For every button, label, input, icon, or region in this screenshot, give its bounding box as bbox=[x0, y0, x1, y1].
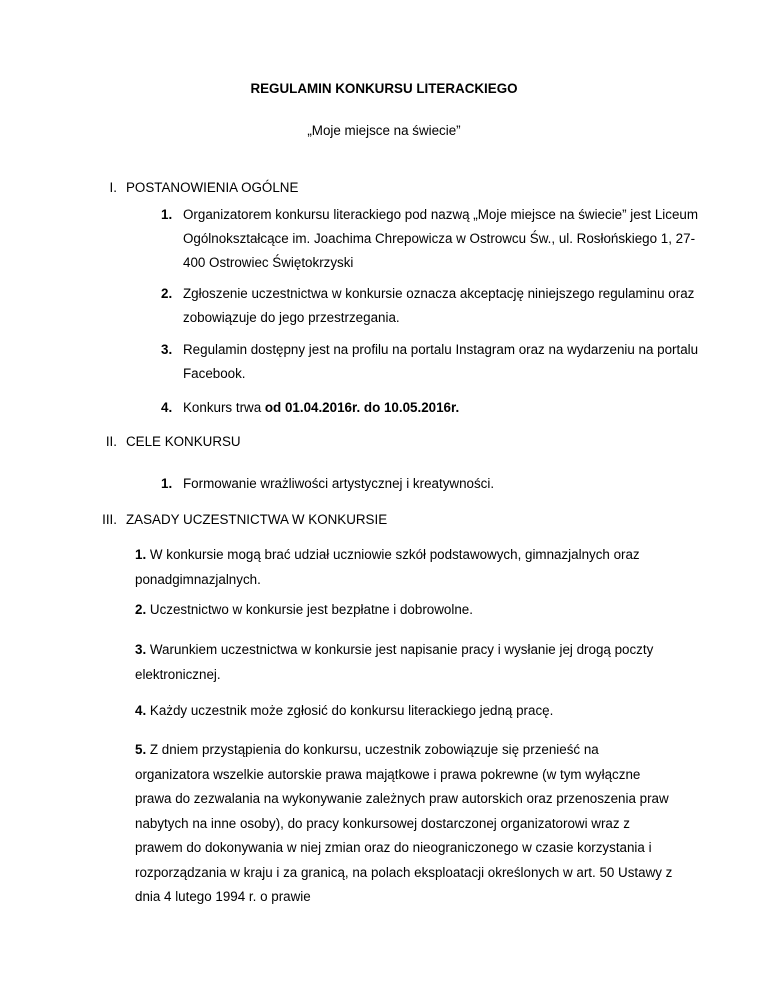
paragraph bbox=[135, 542, 675, 592]
section-heading-2 bbox=[105, 434, 241, 449]
list-item bbox=[161, 396, 703, 420]
paragraph-text: Z dniem przystąpienia do konkursu, uczestnik zobowiązuje się przenieść na organizatora wszelkie autorskie prawa majątkowe i prawa pokrewne (w tym wyłączne prawa do zezwalania na wykonywanie zależnych praw autorskich oraz przenoszenia praw nabytych na inne osoby), do pracy konkursowej dostarczonej organizatorowi wraz z prawem do dokonywania w niej zmian oraz do nieograniczonego w czasie korzystania i rozporządzania w kraju i za granicą, na polach eksploatacji określonych w art. 50 Ustawy z dnia 4 lutego 1994 r. o prawie bbox=[135, 742, 673, 904]
section-number: III. bbox=[102, 512, 117, 527]
paragraph-text: Uczestnictwo w konkursie jest bezpłatne i dobrowolne. bbox=[149, 602, 473, 617]
list-item bbox=[161, 472, 703, 496]
paragraph bbox=[135, 597, 675, 622]
section-heading-1 bbox=[109, 180, 299, 195]
paragraph-text: Warunkiem uczestnictwa w konkursie jest napisanie pracy i wysłanie jej drogą poczty elektronicznej. bbox=[135, 642, 654, 682]
item-text: Konkurs trwa bbox=[183, 400, 265, 415]
item-text: Organizatorem konkursu literackiego pod nazwą „Moje miejsce na świecie” jest Liceum Ogólnokształcące im. Joachima Chrepowicza w Ostrowcu Św., ul. Rosłońskiego 1, 27-400 Ostrowiec Świętokrzyski bbox=[183, 207, 699, 270]
item-number: 1. bbox=[161, 476, 173, 491]
section-heading-3 bbox=[102, 512, 388, 527]
section-title: CELE KONKURSU bbox=[126, 434, 241, 449]
paragraph-number: 1. bbox=[135, 547, 147, 562]
section-title: ZASADY UCZESTNICTWA W KONKURSIE bbox=[126, 512, 388, 527]
section-number: II. bbox=[105, 434, 117, 449]
paragraph-number: 4. bbox=[135, 703, 147, 718]
paragraph-number: 2. bbox=[135, 602, 147, 617]
item-number: 2. bbox=[161, 286, 173, 301]
contest-dates: od 01.04.2016r. do 10.05.2016r. bbox=[264, 400, 460, 415]
paragraph bbox=[135, 637, 675, 687]
item-text: Regulamin dostępny jest na profilu na portalu Instagram oraz na wydarzeniu na portalu Facebook. bbox=[183, 342, 699, 381]
item-text: Zgłoszenie uczestnictwa w konkursie oznacza akceptację niniejszego regulaminu oraz zobowiązuje do jego przestrzegania. bbox=[183, 286, 695, 325]
document-title: REGULAMIN KONKURSU LITERACKIEGO bbox=[250, 81, 518, 96]
list-item bbox=[161, 282, 703, 330]
item-text: Formowanie wrażliwości artystycznej i kreatywności. bbox=[183, 476, 495, 491]
paragraph-text: W konkursie mogą brać udział uczniowie szkół podstawowych, gimnazjalnych oraz ponadgimnazjalnych. bbox=[135, 547, 640, 587]
paragraph-number: 3. bbox=[135, 642, 147, 657]
paragraph-number: 5. bbox=[135, 742, 147, 757]
item-number: 1. bbox=[161, 207, 173, 222]
section-number: I. bbox=[109, 180, 117, 195]
section-title: POSTANOWIENIA OGÓLNE bbox=[126, 180, 299, 195]
item-number: 4. bbox=[161, 400, 173, 415]
paragraph bbox=[135, 738, 675, 910]
paragraph-text: Każdy uczestnik może zgłosić do konkursu literackiego jedną pracę. bbox=[149, 703, 554, 718]
list-item bbox=[161, 338, 703, 386]
item-number: 3. bbox=[161, 342, 173, 357]
paragraph bbox=[135, 698, 675, 723]
list-item bbox=[161, 203, 703, 275]
document-subtitle: „Moje miejsce na świecie” bbox=[307, 123, 461, 138]
